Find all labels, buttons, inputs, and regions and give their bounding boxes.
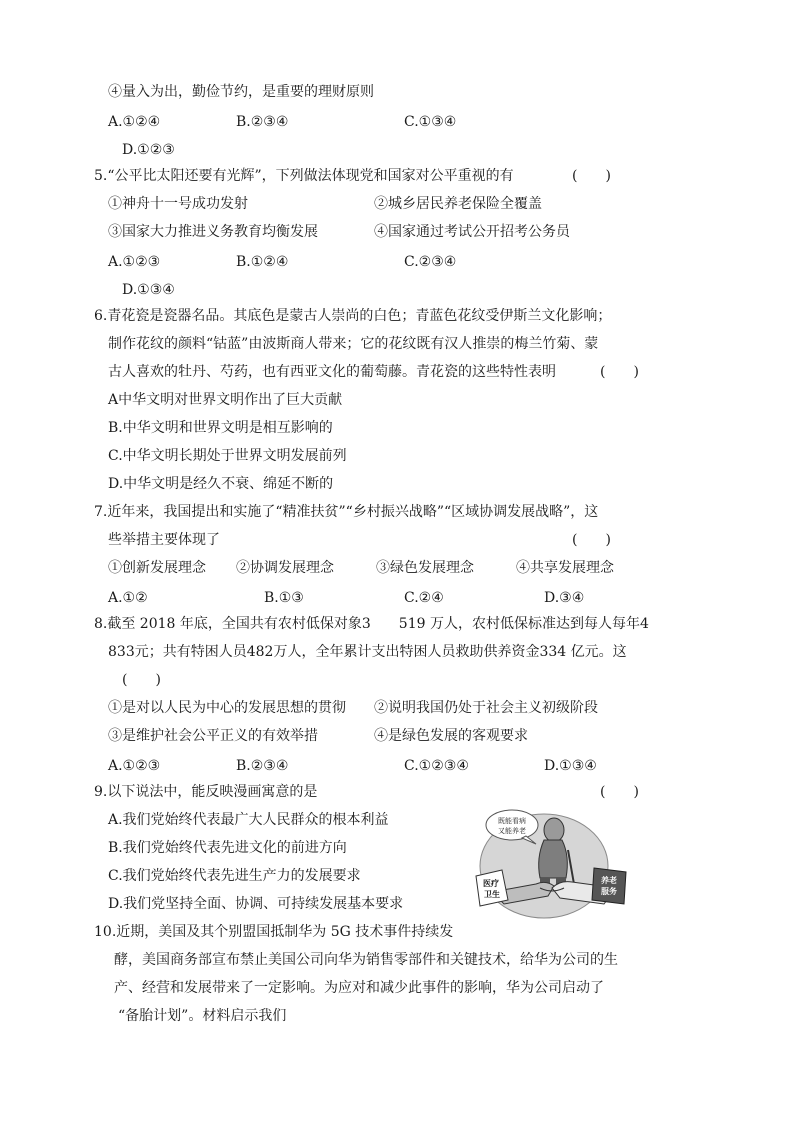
q4-item-4: ④量入为出，勤俭节约，是重要的理财原则 [108,84,374,100]
q9-answer-bracket: ( ) [600,784,639,800]
q8-answer-bracket: ( ) [122,672,161,688]
q8-stem-line-1: 8.截至 2018 年底，全国共有农村低保对象3 519 万人，农村低保标准达到每人每年4 [94,616,649,632]
medical-sign [476,870,508,906]
q6-option-c: C.中华文明长期处于世界文明发展前列 [108,448,347,464]
q7-answer-bracket: ( ) [572,532,611,548]
cartoon-illustration [474,800,634,922]
q6-stem-line-3: 古人喜欢的牡丹、芍药，也有西亚文化的葡萄藤。青花瓷的这些特性表明 [108,364,556,380]
q6-stem-line-2: 制作花纹的颜料“钴蓝”由波斯商人带来；它的花纹既有汉人推崇的梅兰竹菊、蒙 [108,336,599,352]
elderly-care-sign [592,868,626,904]
q5-stem: 5.“公平比太阳还要有光辉”，下列做法体现党和国家对公平重视的有 [94,168,514,184]
q4-option-c: C.①③④ [404,114,457,130]
q10-stem-line-1: 10.近期，美国及其个别盟国抵制华为 5G 技术事件持续发 [94,924,454,940]
speech-bubble [486,810,538,840]
q9-option-a: A.我们党始终代表最广大人民群众的根本利益 [108,812,389,828]
q8-stem-line-2: 833元；共有特困人员482万人，全年累计支出特困人员救助供养资金334 亿元。这 [108,644,627,660]
q10-stem-line-3: 产、经营和发展带来了一定影响。为应对和减少此事件的影响，华为公司启动了 [114,980,604,996]
left-sign-line-1: 医疗 [483,879,499,888]
q4-option-b: B.②③④ [236,114,289,130]
q8-item-2: ②说明我国仍处于社会主义初级阶段 [374,700,598,716]
q9-option-d: D.我们党坚持全面、协调、可持续发展基本要求 [108,896,404,912]
q7-option-d: D.③④ [544,590,585,606]
q10-stem-line-2: 酵，美国商务部宣布禁止美国公司向华为销售零部件和关键技术，给华为公司的生 [114,952,618,968]
q5-item-2: ②城乡居民养老保险全覆盖 [374,196,542,212]
q7-stem-line-2: 些举措主要体现了 [108,532,220,548]
q6-answer-bracket: ( ) [600,364,639,380]
q5-item-3: ③国家大力推进义务教育均衡发展 [108,224,318,240]
q8-option-c: C.①②③④ [404,758,469,774]
q5-option-d: D.①③④ [122,282,175,298]
q8-option-b: B.②③④ [236,758,289,774]
bubble-line-2: 又能养老 [498,827,526,835]
q7-option-b: B.①③ [264,590,304,606]
q5-option-a: A.①②③ [108,254,161,270]
bubble-line-1: 既能看病 [498,817,526,825]
q9-stem: 9.以下说法中，能反映漫画寓意的是 [94,784,318,800]
q5-answer-bracket: ( ) [572,168,611,184]
q4-option-d: D.①②③ [122,142,175,158]
q8-item-3: ③是维护社会公平正义的有效举措 [108,728,318,744]
left-sign-line-2: 卫生 [484,890,500,899]
q6-option-d: D.中华文明是经久不衰、绵延不断的 [108,476,334,492]
q8-item-1: ①是对以人民为中心的发展思想的贯彻 [108,700,346,716]
q6-option-b: B.中华文明和世界文明是相互影响的 [108,420,333,436]
q6-option-a: A中华文明对世界文明作出了巨大贡献 [108,392,343,408]
q7-item-4: ④共享发展理念 [516,560,614,576]
q7-item-1: ①创新发展理念 [108,560,206,576]
q5-item-1: ①神舟十一号成功发射 [108,196,248,212]
q4-option-a: A.①②④ [108,114,161,130]
q8-option-a: A.①②③ [108,758,161,774]
q9-option-c: C.我们党始终代表先进生产力的发展要求 [108,868,361,884]
q7-item-3: ③绿色发展理念 [376,560,474,576]
q10-stem-line-4: “备胎计划”。材料启示我们 [118,1008,287,1024]
right-sign-line-1: 养老 [601,876,617,885]
q5-option-b: B.①②④ [236,254,289,270]
q6-stem-line-1: 6.青花瓷是瓷器名品。其底色是蒙古人崇尚的白色；青蓝色花纹受伊斯兰文化影响； [94,308,612,324]
q7-option-c: C.②④ [404,590,444,606]
q7-option-a: A.①② [108,590,148,606]
q8-item-4: ④是绿色发展的客观要求 [374,728,528,744]
q9-option-b: B.我们党始终代表先进文化的前进方向 [108,840,347,856]
q8-option-d: D.①③④ [544,758,597,774]
right-sign-line-2: 服务 [601,887,617,896]
q7-item-2: ②协调发展理念 [236,560,334,576]
q7-stem-line-1: 7.近年来，我国提出和实施了“精准扶贫”“乡村振兴战略”“区域协调发展战略”，这 [94,504,599,520]
q5-option-c: C.②③④ [404,254,457,270]
q5-item-4: ④国家通过考试公开招考公务员 [374,224,570,240]
